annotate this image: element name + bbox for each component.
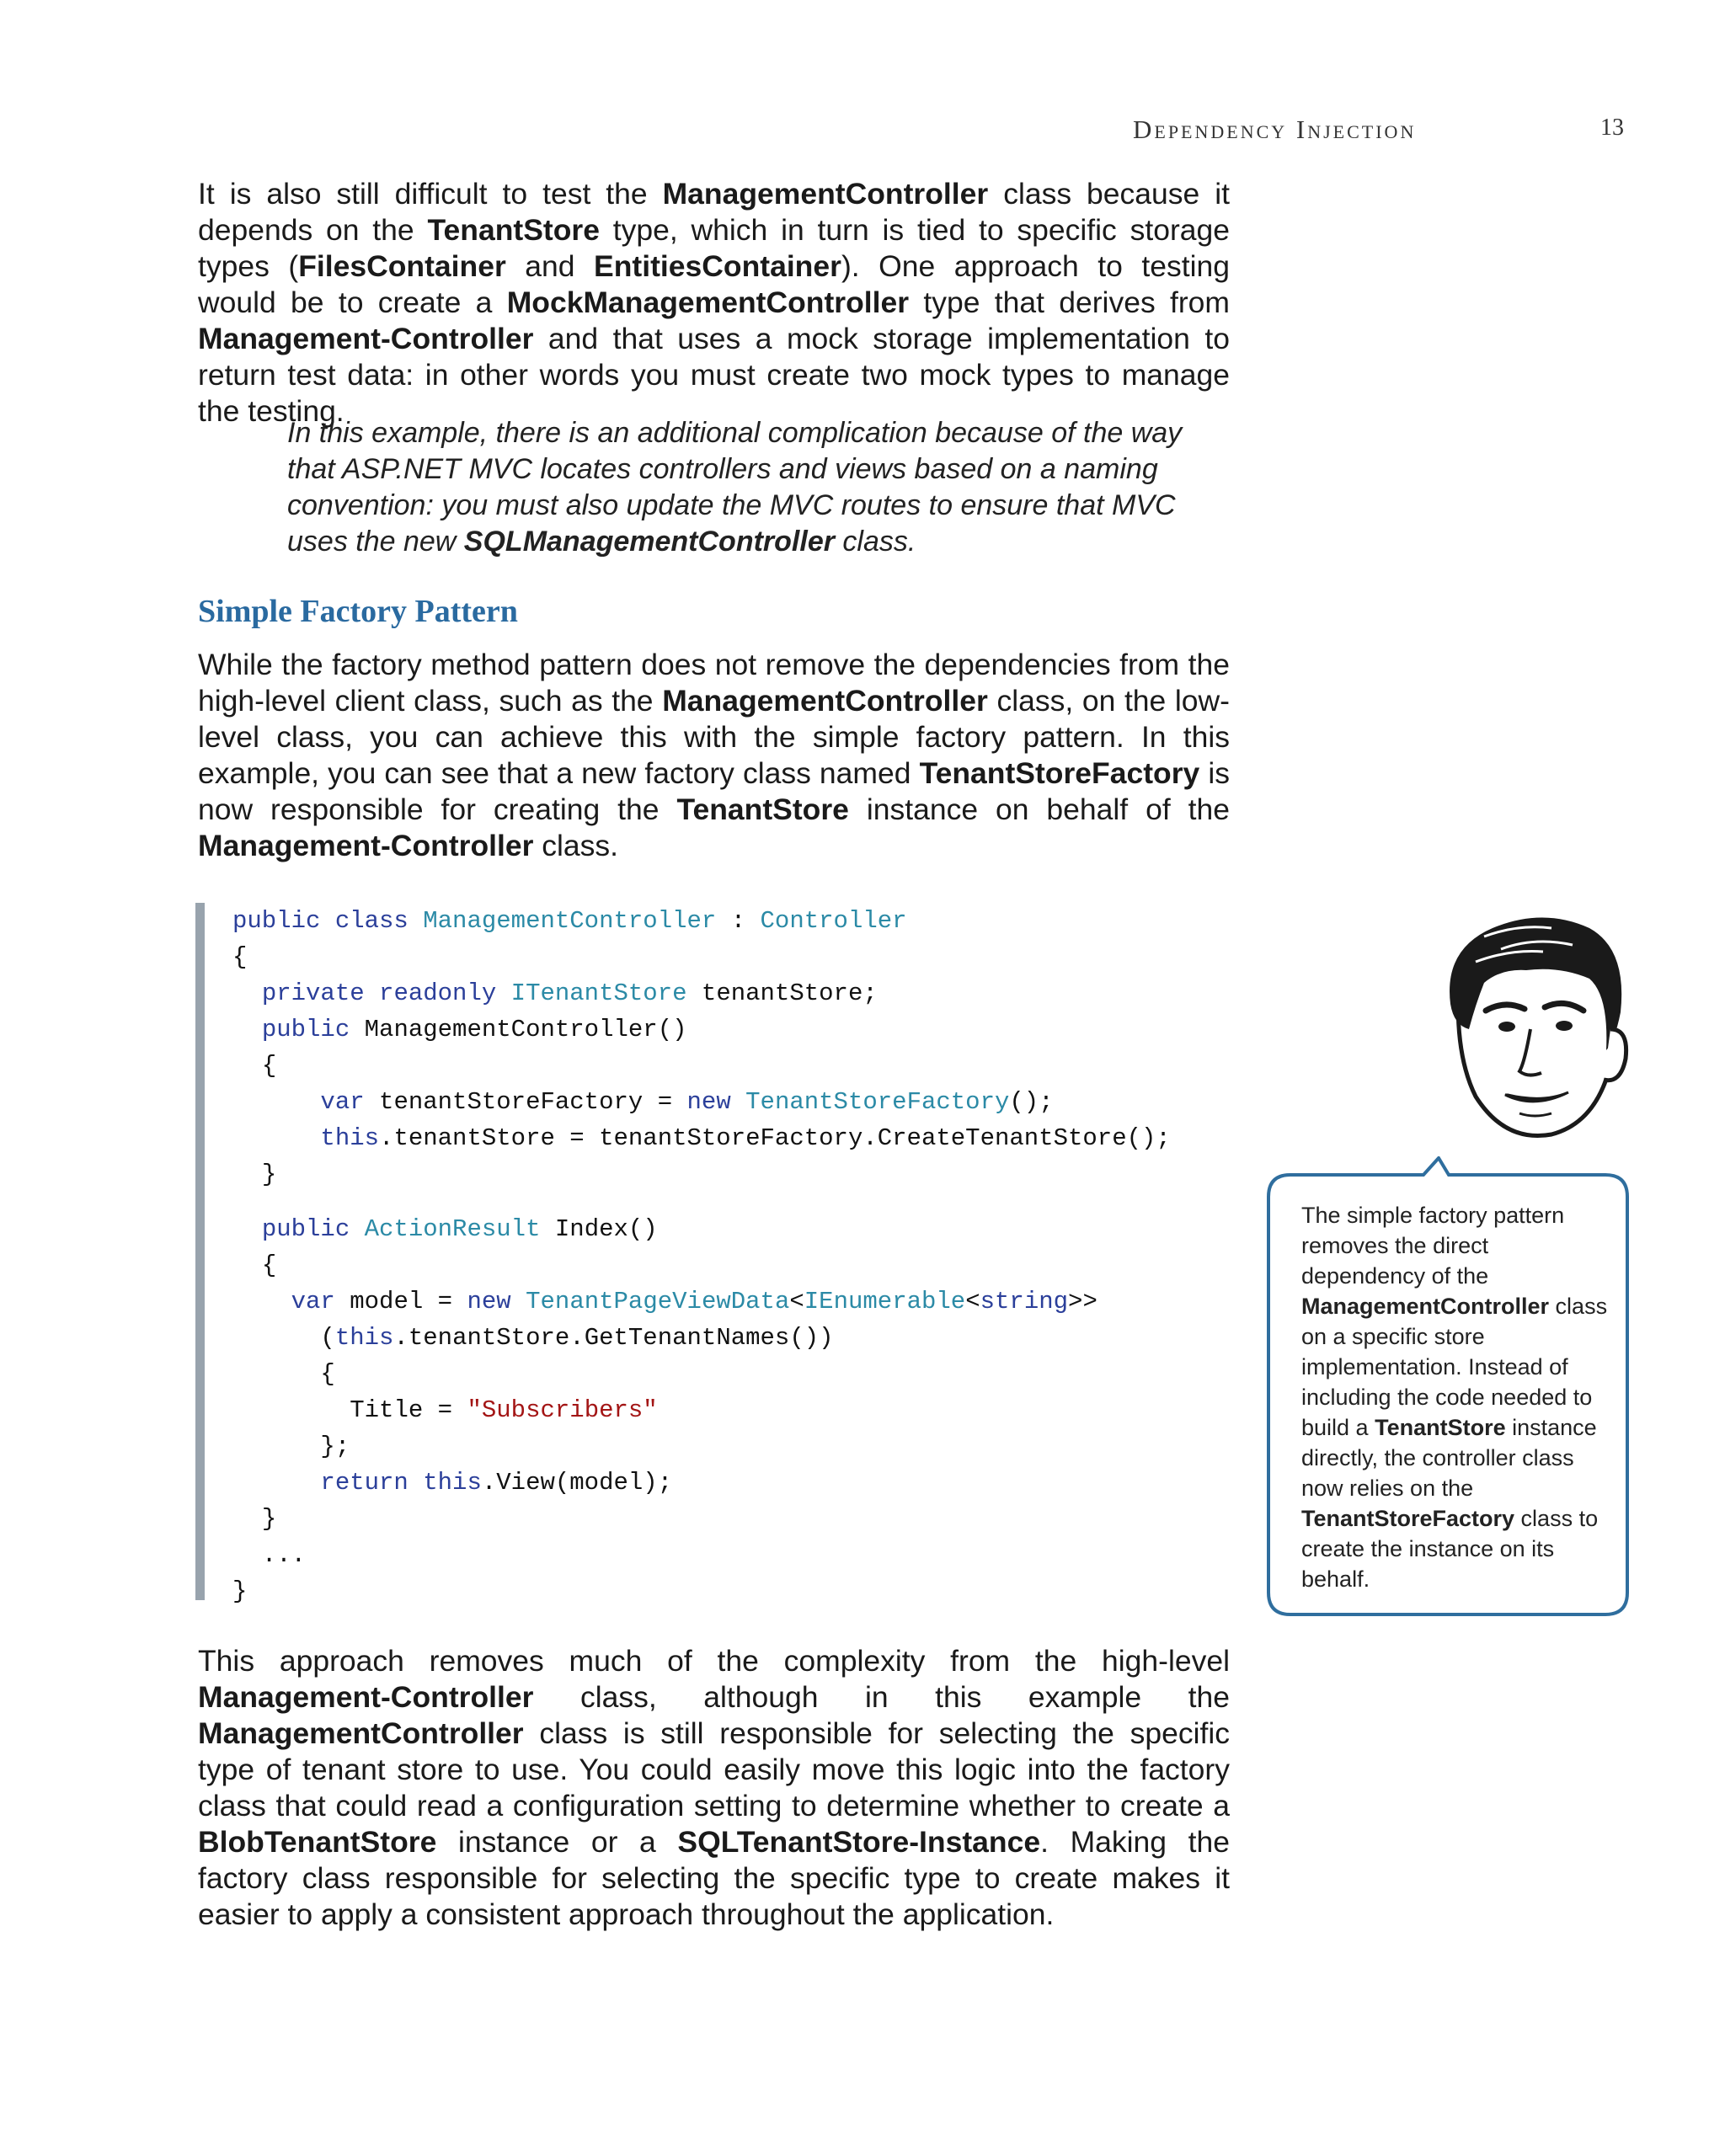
callout-text: The simple factory pattern removes the direct dependency of the ManagementController class on a specific store implementation. Instead of including the code needed to build a TenantStore instance directly, the controller class now relies on the TenantStoreFactory class to create the instance on its behalf. — [1301, 1203, 1608, 1592]
page-header — [0, 115, 1725, 148]
page-number: 13 — [1600, 115, 1624, 141]
cartoon-man-face-icon — [1425, 903, 1632, 1155]
code-text: public class ManagementController : Controller { private readonly ITenantStore tenantStore; public ManagementController() { var tenantStoreFactory = new TenantStoreFactory(); this.tenantStore = tenantStoreFactory.CreateTenantStore(); } public ActionResult Index() { var model = new TenantPageViewData<IEnumerable<string>> (this.tenantStore.GetTenantNames()) { Title = "Subscribers" }; return this.View(model); } ... } — [232, 907, 1171, 1605]
factory-paragraph: While the factory method pattern does not remove the dependencies from the high-level client class, such as the ManagementController class, on the low-level class, you can achieve this with the simple factory pattern. In this example, you can see that a new factory class named TenantStoreFactory is now responsible for creating the TenantStore instance on behalf of the Management-Controller class. — [198, 648, 1231, 862]
intro-paragraph: It is also still difficult to test the ManagementController class because it depends on the TenantStore type, which in turn is tied to specific storage types (FilesContainer and EntitiesContainer). One approach to testing would be to create a MockManagementController type that derives from Management-Controller and that uses a mock storage implementation to return test data: in other words you must create two mock types to manage the testing. — [198, 177, 1231, 428]
code-margin-bar — [195, 903, 205, 1600]
section-heading: Simple Factory Pattern — [198, 594, 518, 629]
closing-paragraph: This approach removes much of the complexity from the high-level Management-Controller class, although in this example the ManagementController class is still responsible for selecting the specific type of tenant store to use. You could easily move this logic into the factory class that could read a configuration setting to determine whether to create a BlobTenantStore instance or a SQLTenantStore-Instance. Making the factory class responsible for selecting the specific type to create makes it easier to apply a consistent approach throughout the application. — [198, 1644, 1230, 1931]
italic-note: In this example, there is an additional complication because of the way that ASP.NET MVC locates controllers and views based on a naming convention: you must also update the MVC routes to ensure that MVC uses the new SQLManagementController class. — [287, 417, 1183, 558]
callout-box — [1265, 1156, 1631, 1618]
running-title: Dependency Injection — [1133, 115, 1417, 144]
code-listing — [195, 903, 1230, 1605]
